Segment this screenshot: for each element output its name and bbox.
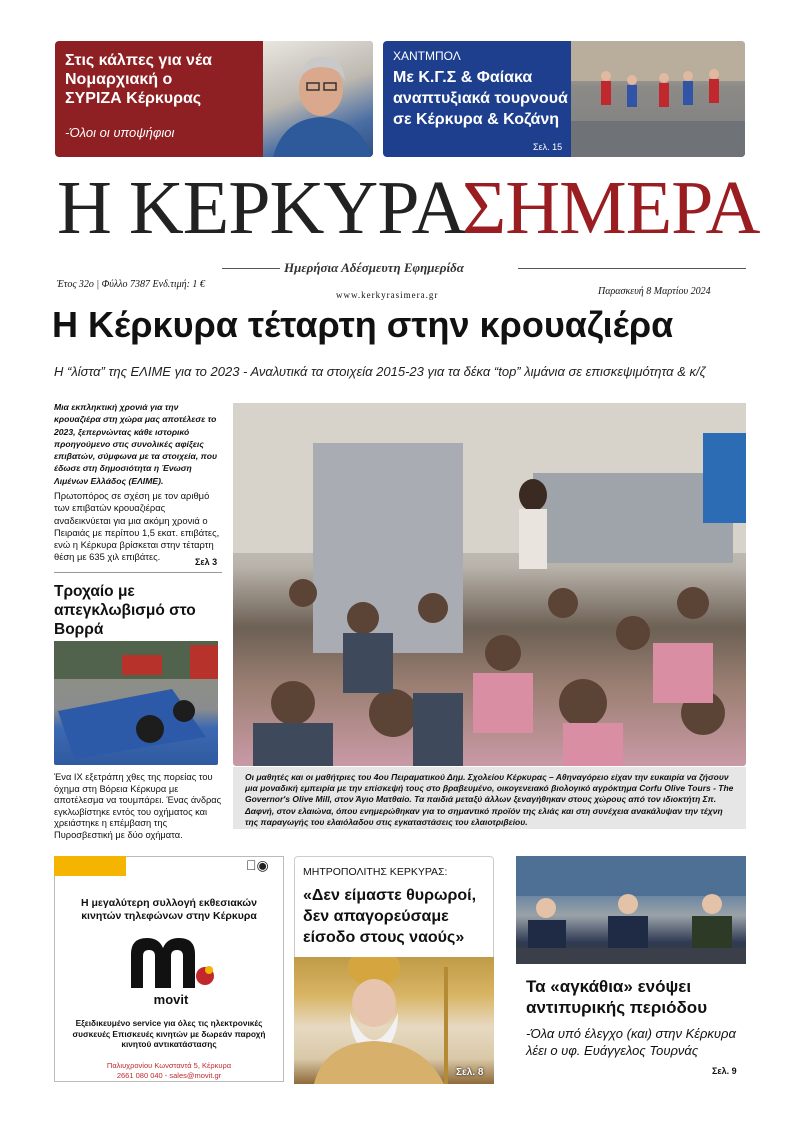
teaser-photo-man: [263, 41, 373, 157]
ad-address: Παλιυχρονίου Κωνσταντά 5, Κέρκυρα: [106, 1061, 232, 1070]
lead-intro: Μια εκπληκτική χρονιά για την κρουαζιέρα στη χώρα μας αποτέλεσε το 2023, ξεπερνώντας κάθε ιστορικό προηγούμενο στις συνολικές αφίξεις επιβατών, σύμφωνα με τα στοιχεία, που έδωσε στη δημοσιότητα η Ένωση Λιμένων Ελλάδος (ΕΛΙΜΕ).: [54, 402, 218, 486]
tagline-rule-left: [222, 268, 280, 269]
website-link[interactable]: www.kerkyrasimera.gr: [336, 290, 439, 300]
column-divider: [54, 572, 222, 573]
metropolitan-label: ΜΗΤΡΟΠΟΛΙΤΗΣ ΚΕΡΚΥΡΑΣ:: [303, 866, 448, 878]
lead-page-ref: Σελ 3: [195, 557, 218, 567]
photo-caption: Οι μαθητές και οι μαθήτριες του 4ου Πειραματικού Δημ. Σχολείου Κέρκυρας – Αθηναγόρειο είχαν την ευκαιρία να ζήσουν μια μοναδική εμπειρία με την επίσκεψή τους στο βραβευμένο, οικογενειακό βιολογικό αγρόκτημα Corfu Olive Tours - The Governor's Olive Mill, στον Άγιο Ματθαίο. Τα παιδιά μεταξύ άλλων ξεναγήθηκαν στους χώρους από τον ιδιοκτήτη Σπ. Δαφνή, στον ελαιώνα, όπου ενημερώθηκαν για το σημαντικό προϊόν της ελιάς και στη συνέχεια ανακάλυψαν την τέχνη της παραγωγής του ελαιόλαδου στις εγκαταστάσεις του ελαιοτριβείου.: [245, 772, 734, 827]
teaser-title: Με Κ.Γ.Σ & Φαίακα αναπτυξιακά τουρνουά σε Κέρκυρα & Κοζάνη: [393, 69, 568, 128]
ad-accent-bar: [54, 856, 126, 876]
thorns-page-ref: Σελ. 9: [712, 1066, 737, 1076]
issue-date: Παρασκευή 8 Μαρτίου 2024: [598, 286, 711, 297]
olive-mill-students-photo: [233, 403, 746, 766]
metropolitan-photo: [294, 957, 494, 1084]
bishop-illustration: [294, 957, 494, 1084]
lead-body: Πρωτοπόρος σε σχέση με τον αριθμό των επιβατών κρουαζιέρας αναδεικνύεται για μια ακόμη χρονιά ο Πειραιάς με περίπου 1,5 εκατ. επιβάτες, ενώ η Κέρκυρα βρίσκεται στην τέταρτη θέση με 635 χιλ επιβάτες.: [54, 490, 220, 563]
tagline-rule-right: [518, 268, 746, 269]
movit-logo: [123, 930, 219, 1008]
handball-players-illustration: [571, 41, 745, 157]
masthead-title-part2: ΣΗΜΕΡΑ: [462, 166, 760, 250]
ad-service-text: Εξειδικευμένο service για όλες τις ηλεκτρονικές συσκευές Επισκευές κινητών με δωρεάν παροχή κινητού αντικατάστασης: [72, 1018, 266, 1049]
teaser-syriza[interactable]: [55, 41, 373, 157]
ad-contact: [62, 1061, 276, 1081]
movit-logo-mark: [123, 930, 219, 1008]
masthead-tagline: Ημερήσια Αδέσμευτη Εφημερίδα: [284, 260, 464, 275]
thorns-headline[interactable]: Τα «αγκάθια» ενόψει αντιπυρικής περιόδου: [526, 977, 708, 1017]
main-headline[interactable]: Η Κέρκυρα τέταρτη στην κρουαζιέρα: [52, 304, 674, 345]
metropolitan-headline: «Δεν είμαστε θυρωροί, δεν απαγορεύσαμε είσοδο στους ναούς»: [303, 887, 477, 946]
teaser-title: Στις κάλπες για νέα Νομαρχιακή ο ΣΥΡΙΖΑ Κέρκυρας: [65, 52, 212, 107]
overturned-car-photo: [54, 641, 218, 765]
ad-brand-name: movit: [153, 992, 189, 1007]
metropolitan-page-ref: Σελ. 8: [456, 1067, 484, 1078]
teaser-photo-handball: [571, 41, 745, 157]
overturned-car-illustration: [54, 641, 218, 765]
thorns-subtitle: -Όλα υπό έλεγχο (και) στην Κέρκυρα λέει ο υφ. Ευάγγελος Τουρνάς: [526, 1026, 736, 1058]
teaser-subtitle: -Όλοι οι υποψήφιοι: [65, 125, 175, 140]
main-subheadline: Η “λίστα” της ΕΛΙΜΕ για το 2023 - Αναλυτικά τα στοιχεία 2015-23 για τα δέκα “top” λιμάνια σε επισκεψιμότητα & κ/ζ: [54, 364, 706, 379]
accident-body: Ένα ΙΧ εξετράπη χθες της πορείας του όχημα στη Βόρεια Κέρκυρα με αποτέλεσμα να τουμπάρει. Ένας άνδρας εγκλωβίστηκε εντός του οχήματος και χρειάστηκε η επέμβαση της Πυροσβεστική με δύο οχήματα.: [54, 772, 222, 840]
masthead-title-part1: Η ΚΕΡΚΥΡΑ: [57, 166, 466, 250]
officials-illustration: [516, 856, 746, 964]
apple-android-icons: ◉: [246, 857, 259, 873]
portrait-illustration: [263, 41, 373, 157]
accident-headline[interactable]: Τροχαίο με απεγκλωβισμό στο Βορρά: [54, 583, 196, 638]
officials-meeting-photo: [516, 856, 746, 964]
teaser-label: ΧΑΝΤΜΠΟΛ: [393, 49, 461, 63]
classroom-scene-illustration: [233, 403, 746, 766]
ad-headline: Η μεγαλύτερη συλλογή εκθεσιακών κινητών τηλεφώνων στην Κέρκυρα: [80, 897, 258, 922]
teaser-handball[interactable]: [383, 41, 745, 157]
teaser-page: Σελ. 15: [533, 142, 563, 152]
issue-info: Έτος 32ο | Φύλλο 7387 Ενδ.τιμή: 1 €: [57, 279, 205, 290]
ad-phone-email[interactable]: 2661 080 040 - sales@movit.gr: [116, 1071, 222, 1080]
